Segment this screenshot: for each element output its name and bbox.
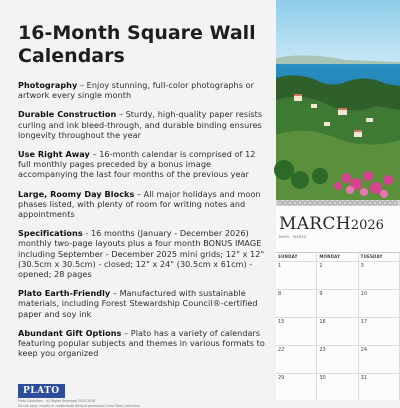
day-number: 3 — [360, 263, 364, 269]
feature-list — [18, 80, 270, 358]
day-cell — [359, 317, 400, 345]
feature-text: – Plato has a variety of calendars featuring popular subjects and themes in various formats to keep you organized — [18, 327, 265, 359]
day-cell — [317, 289, 358, 317]
feature-title: Large, Roomy Day Blocks — [18, 188, 135, 199]
feature-text: – All major holidays and moon phases listed, with plenty of room for writing notes and appointments — [18, 188, 261, 220]
day-number: 23 — [319, 347, 326, 353]
day-number: 29 — [278, 375, 285, 381]
day-number: 1 — [278, 263, 282, 269]
page-title: 16-Month Square Wall Calendars — [18, 22, 256, 67]
day-number: 31 — [360, 375, 368, 381]
day-cell — [359, 345, 400, 373]
day-cell — [359, 373, 400, 401]
day-cell — [317, 373, 358, 401]
feature-title: Specifications — [18, 228, 83, 239]
day-cell — [359, 261, 400, 289]
day-number: 22 — [278, 347, 285, 353]
day-header: SUNDAY — [276, 253, 317, 261]
day-cell — [317, 345, 358, 373]
feature-text: – Enjoy stunning, full-color photographs or artwork every single month — [18, 80, 254, 101]
footer — [18, 378, 140, 408]
feature-text: – 16-month calendar is comprised of 12 full monthly pages preceded by a bonus image accompanying the last four months of the previous year — [18, 149, 256, 180]
calendar-grid-page — [276, 206, 400, 400]
day-cell — [276, 317, 317, 345]
day-number: 17 — [360, 319, 368, 325]
day-cell — [359, 289, 400, 317]
feature-title: Photography — [18, 80, 78, 90]
day-number: 30 — [319, 375, 326, 381]
month-header — [279, 214, 384, 239]
day-number: 24 — [360, 347, 368, 353]
coastal-photo — [276, 0, 400, 200]
feature-item — [18, 328, 270, 359]
day-number: 9 — [319, 291, 323, 297]
feature-title: Abundant Gift Options — [18, 327, 122, 338]
day-cell — [317, 261, 358, 289]
feature-title: Use Right Away — [18, 149, 90, 160]
feature-title: Plato Earth-Friendly — [18, 288, 111, 299]
feature-text: - 16 months (January - December 2026) monthly two-page layouts plus a four month BONUS IMAGE including September - December 2025 mini grids; 12" x 12" (30.5cm x 30.5cm) - closed; 12" x 24" (30.5cm x 61cm) - opened; 28 pages — [18, 228, 265, 280]
feature-item — [18, 80, 270, 100]
month-name: MARCH — [279, 214, 351, 234]
feature-item — [18, 228, 270, 279]
feature-item — [18, 109, 270, 140]
month-translation: MARS · MARZO — [279, 235, 307, 239]
feature-item — [18, 288, 270, 319]
day-number: 10 — [360, 291, 368, 297]
day-cell — [276, 345, 317, 373]
copyright-line: Plato Calendars · All Rights Reserved 2025-2026 — [18, 399, 96, 403]
year-label: 2026 — [350, 218, 384, 233]
day-number: 8 — [278, 291, 282, 297]
day-cell — [276, 289, 317, 317]
plato-logo: PLATO — [18, 384, 65, 398]
day-number: 2 — [319, 263, 323, 269]
feature-text: – Manufactured with sustainable materials, including Forest Stewardship Council®-certified paper and soy ink — [18, 288, 258, 319]
feature-text: – Sturdy, high-quality paper resists curling and ink bleed-through, and durable binding ensures longevity throughout the year — [18, 109, 263, 140]
feature-item — [18, 189, 270, 220]
day-number: 15 — [278, 319, 285, 325]
day-header: MONDAY — [317, 253, 358, 261]
day-grid — [276, 252, 400, 400]
feature-title: Durable Construction — [18, 109, 117, 120]
day-cell — [276, 261, 317, 289]
feature-item — [18, 149, 270, 180]
day-header: TUESDAY — [359, 253, 400, 261]
permission-line: Do not copy, modify or redistribute without permission from Plato Calendars — [18, 404, 140, 408]
day-cell — [317, 317, 358, 345]
calendar-product-image — [276, 0, 400, 400]
day-number: 16 — [319, 319, 326, 325]
day-cell — [276, 373, 317, 401]
